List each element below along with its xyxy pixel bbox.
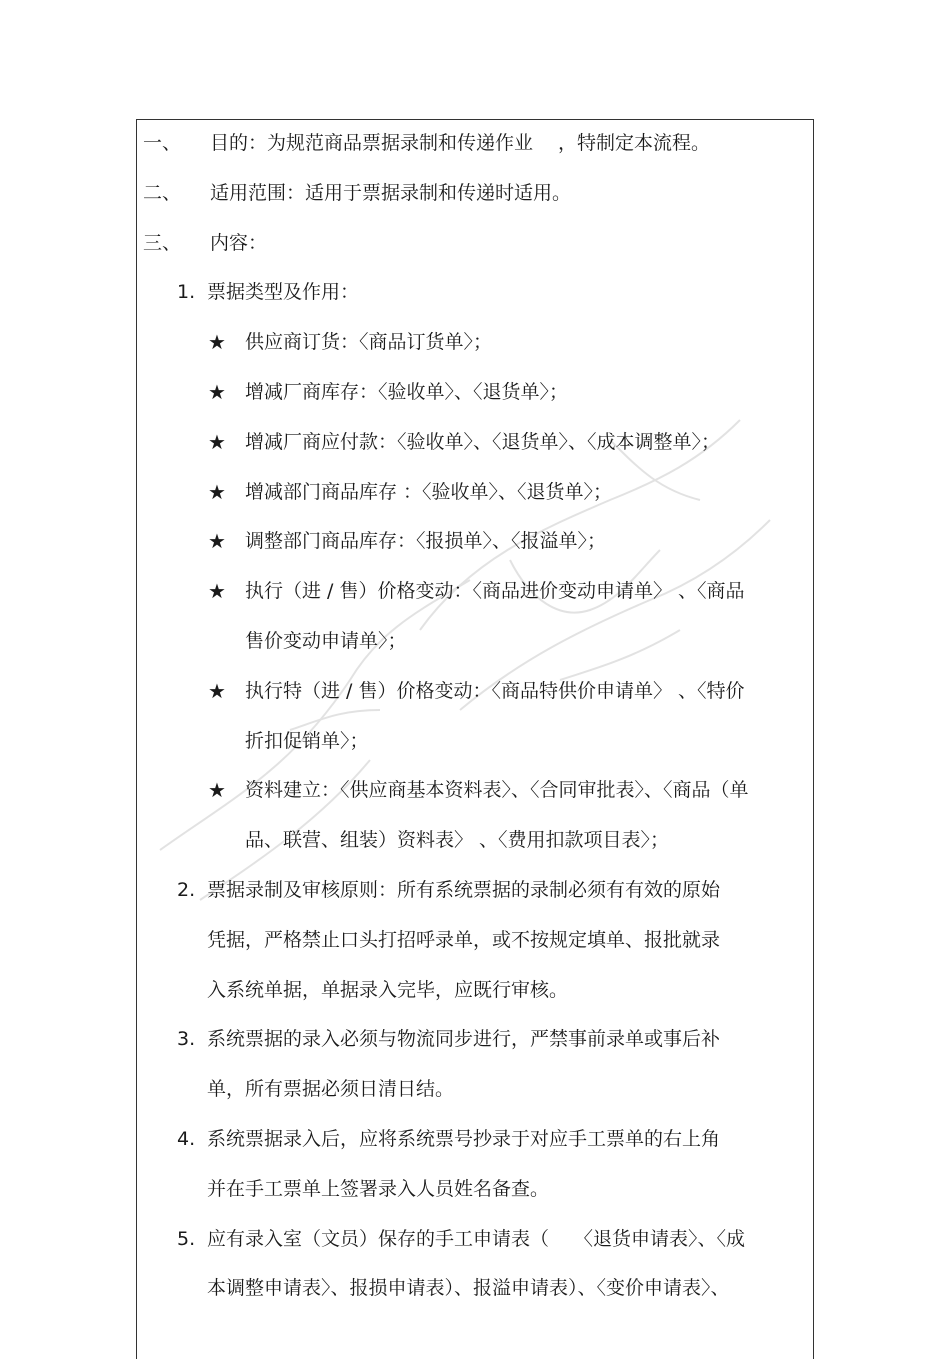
- section-text: 适用范围：适用于票据录制和传递时适用。: [210, 181, 572, 204]
- bullet-text-continued: 品、联营、组装）资料表〉 、〈费用扣款项目表〉；: [245, 829, 670, 852]
- bullet-text: 调整部门商品库存：〈报损单〉、〈报溢单〉；: [245, 530, 607, 553]
- item-text-continued: 本调整申请表〉、报损申请表）、报溢申请表）、〈变价申请表〉、: [207, 1277, 730, 1300]
- bullet-text: 供应商订货：〈商品订货单〉；: [245, 331, 493, 354]
- star-bullet-icon: ★: [208, 380, 226, 404]
- star-bullet-icon: ★: [208, 529, 226, 554]
- item-text-continued: 单，所有票据必须日清日结。: [207, 1078, 455, 1101]
- star-bullet-icon: ★: [208, 479, 226, 504]
- bullet-text-continued: 折扣促销单〉；: [245, 729, 369, 752]
- section-number: 二、: [143, 181, 182, 204]
- item-number: 1.: [177, 281, 196, 304]
- item-title: 票据类型及作用：: [207, 281, 360, 304]
- bullet-text-continued: 售价变动申请单〉；: [245, 630, 407, 652]
- section-text: 目的：为规范商品票据录制和传递作业 ，特制定本流程。: [210, 132, 711, 154]
- star-bullet-icon: ★: [208, 579, 226, 604]
- item-text-continued: 凭据，严格禁止口头打招呼录单，或不按规定填单、报批就录: [207, 928, 721, 951]
- star-bullet-icon: ★: [208, 429, 226, 454]
- item-text: 应有录入室（文员）保存的手工申请表（ 〈退货申请表〉、〈成: [207, 1227, 746, 1250]
- bullet-text: 增减部门商品库存 ：〈验收单〉、〈退货单〉；: [245, 480, 613, 503]
- item-number: 4.: [177, 1128, 196, 1150]
- item-text-continued: 入系统单据，单据录入完毕，应既行审核。: [207, 978, 569, 1001]
- star-bullet-icon: ★: [208, 678, 226, 703]
- star-bullet-icon: ★: [208, 778, 226, 803]
- section-number: 一、: [143, 132, 182, 154]
- section-number: 三、: [143, 231, 182, 254]
- item-number: 3.: [177, 1028, 196, 1051]
- star-bullet-icon: ★: [208, 330, 226, 355]
- item-text: 票据录制及审核原则：所有系统票据的录制必须有有效的原始: [207, 879, 721, 901]
- bullet-text: 资料建立：〈供应商基本资料表〉、〈合同审批表〉、〈商品（单: [245, 779, 749, 802]
- item-text: 系统票据录入后，应将系统票号抄录于对应手工票单的右上角: [207, 1128, 721, 1150]
- item-text-continued: 并在手工票单上签署录入人员姓名备查。: [207, 1177, 550, 1200]
- bullet-text: 增减厂商应付款：〈验收单〉、〈退货单〉、〈成本调整单〉；: [245, 430, 721, 453]
- bullet-text: 增减厂商库存：〈验收单〉、〈退货单〉；: [245, 381, 569, 403]
- item-number: 5.: [177, 1227, 196, 1250]
- item-text: 系统票据的录入必须与物流同步进行，严禁事前录单或事后补: [207, 1028, 721, 1051]
- section-text: 内容：: [210, 231, 268, 254]
- bullet-text: 执行（进 / 售）价格变动：〈商品进价变动申请单〉 、〈商品: [245, 580, 745, 603]
- bullet-text: 执行特（进 / 售）价格变动：〈商品特供价申请单〉 、〈特价: [245, 679, 745, 702]
- item-number: 2.: [177, 879, 196, 901]
